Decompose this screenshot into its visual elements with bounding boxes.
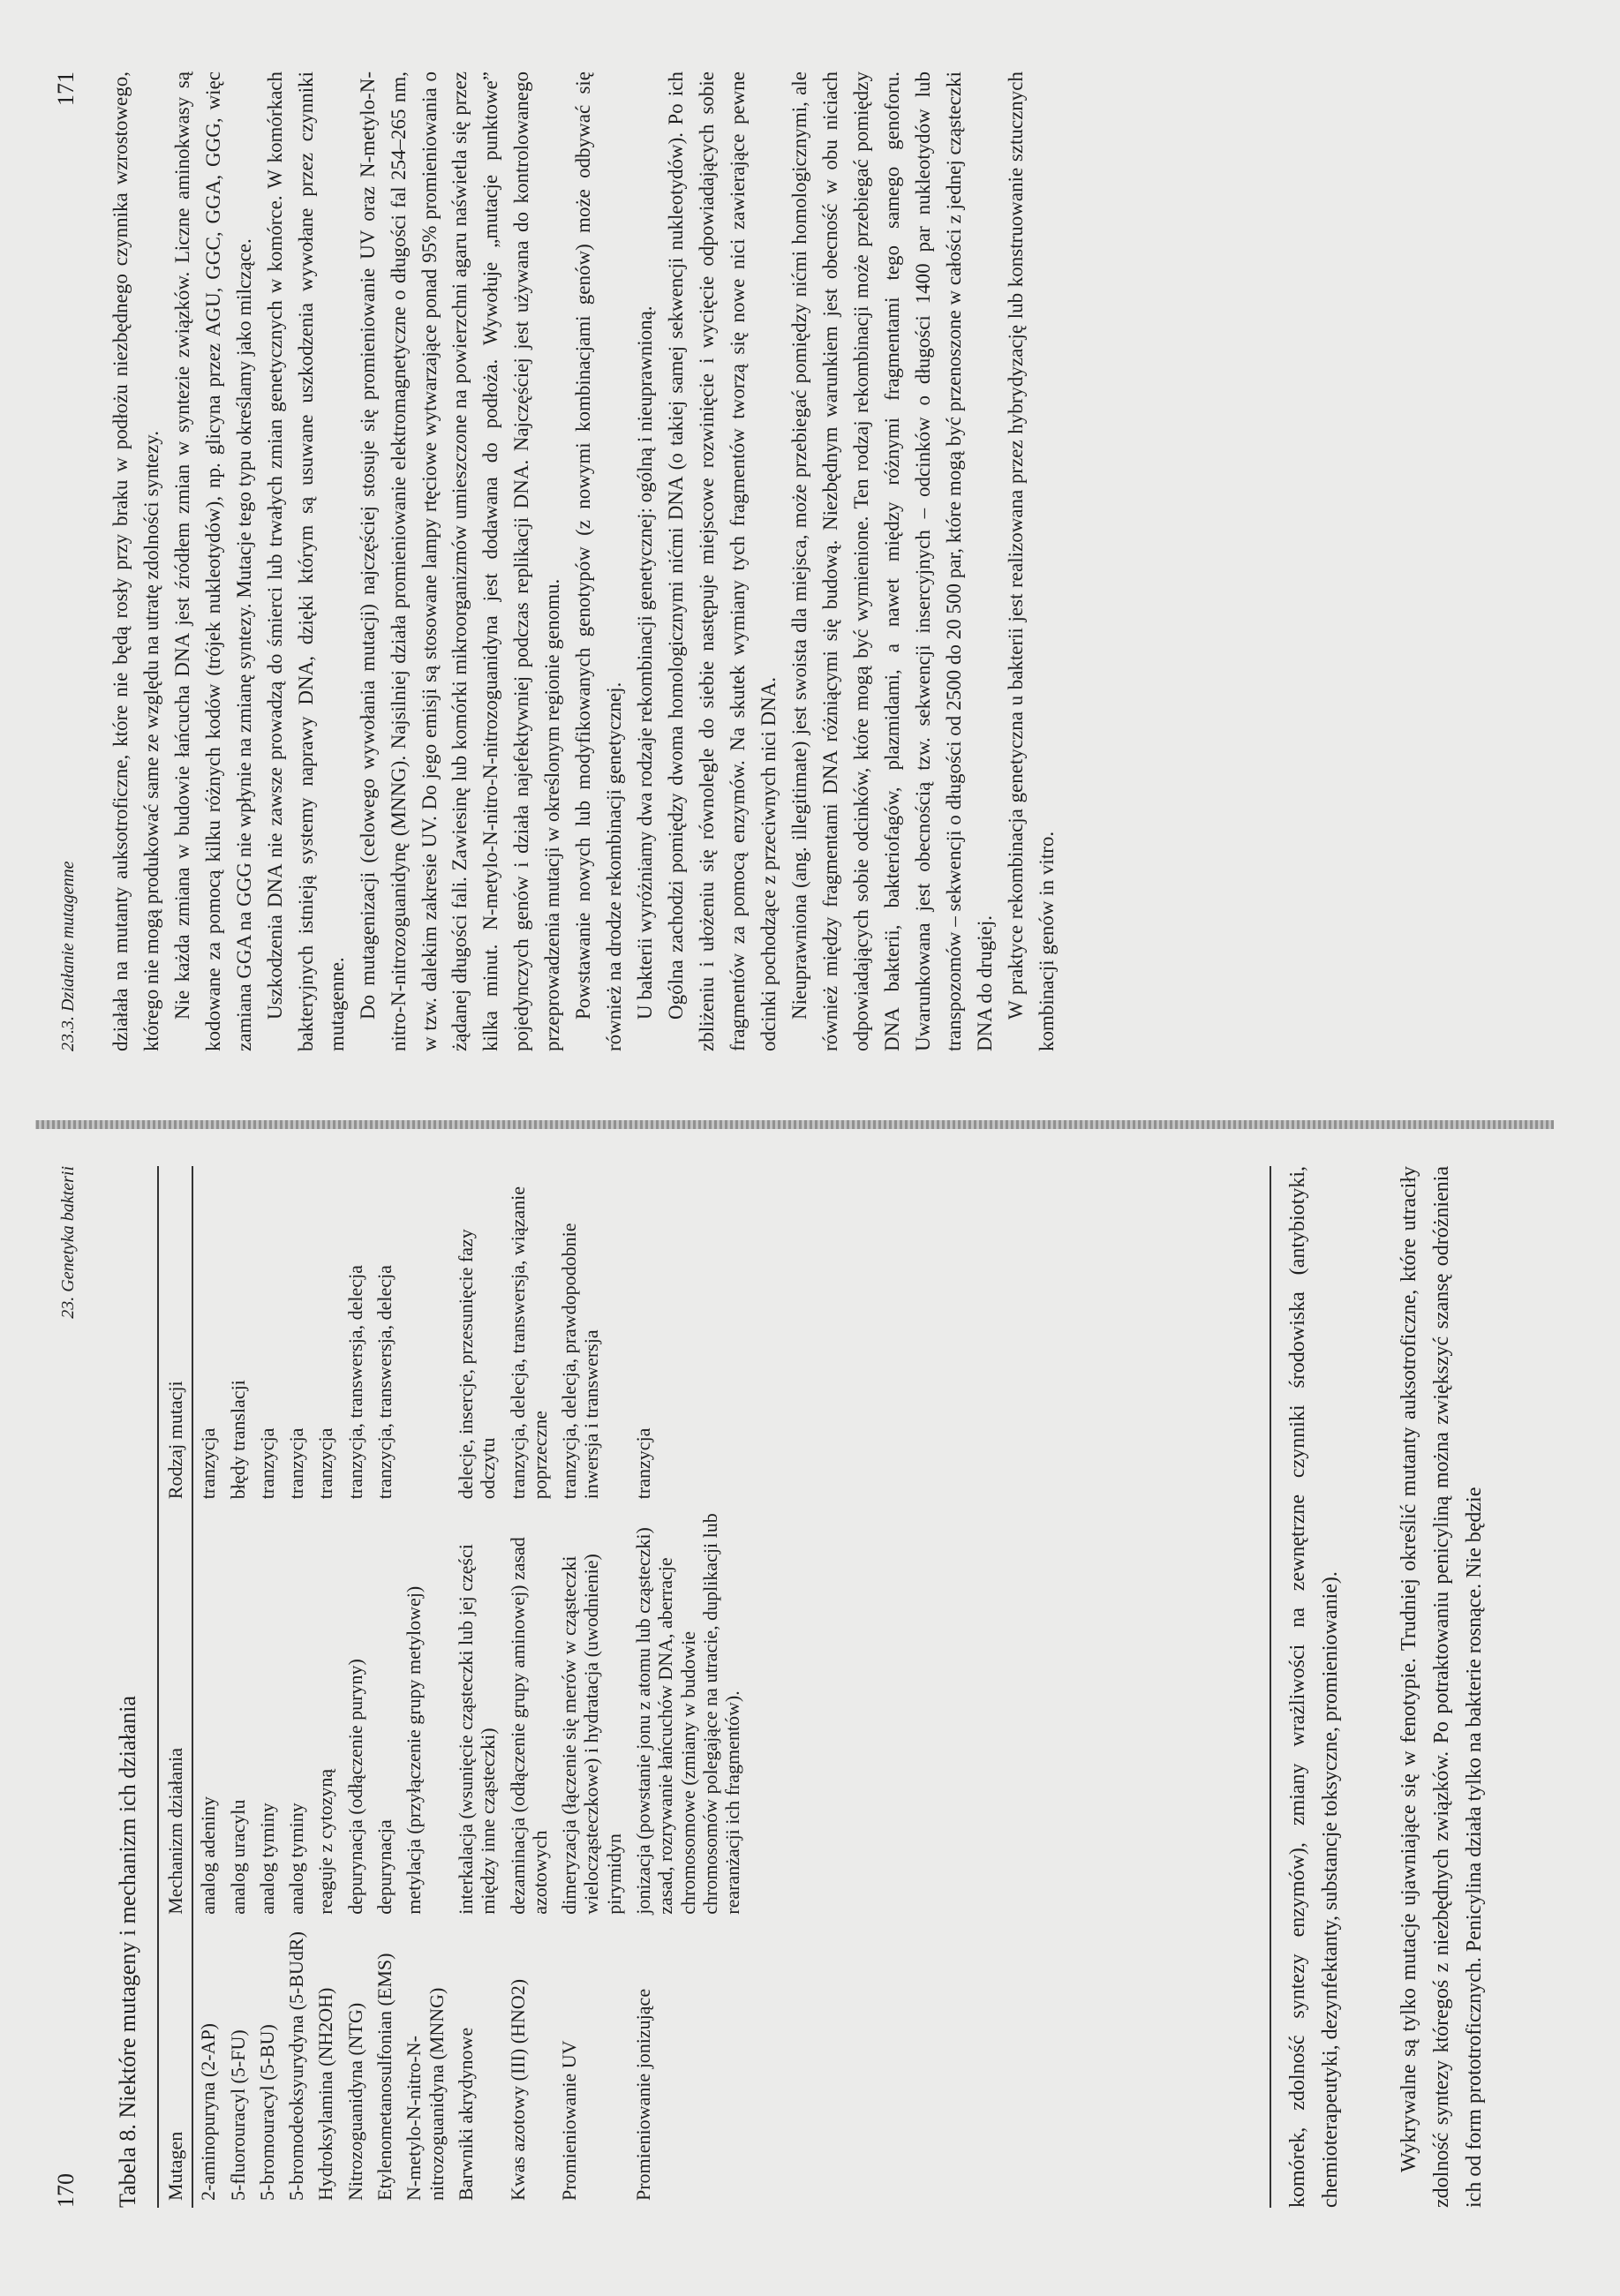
table-cell: tranzycja, delecja, transwersja, wiązanie poprzeczne [506, 1186, 551, 1500]
table-row [252, 1166, 282, 2208]
table-cell: analog tyminy [255, 1803, 278, 1915]
table-cell: tranzycja [255, 1427, 278, 1500]
paragraph: działała na mutanty auksotroficzne, które nie będą rosły przy braku w podłożu niezbędnego czynnika wzrostowego, którego nie mogą produkować same ze względu na utratę zdolności syntezy. [109, 72, 162, 1051]
table-row [629, 1166, 747, 2208]
table-cell: depurynacja [373, 1819, 396, 1915]
paragraph: Powstawanie nowych lub modyfikowanych genotypów (z nowymi kombinacjami genów) może odbywać się również na drodze rekombinacji genetycznej. [572, 72, 626, 1051]
running-head: 23. Genetyka bakterii [58, 1166, 78, 1319]
table-cell: 2-aminopuryna (2-AP) [197, 2022, 220, 2201]
paragraph: Uszkodzenia DNA nie zawsze prowadzą do śmierci lub trwałych zmian genetycznych w komórce. W komórkach bakteryjnych istnieją systemy naprawy DNA, dzięki którym są usuwane uszkodzenia wywołane przez czynniki mutagenne. [263, 72, 348, 1051]
paragraph: Ogólna zachodzi pomiędzy dwoma homologicznymi nićmi DNA (o takiej samej sekwencji nukleotydów). Po ich zbliżeniu i ułożeniu się równolegle do siebie następuje miejscowe rozwinięcie i wycięcie odpowiadających sobie fragmentów za pomocą enzymów. Na skutek wymiany tych fragmentów tworzą się nowe nici zawierające pewne odcinki pochodzące z przeciwnych nici DNA. [665, 72, 780, 1051]
left-page [0, 1131, 1571, 2243]
table-cell: tranzycja [314, 1427, 337, 1500]
table-row [503, 1166, 555, 2208]
table-row [554, 1166, 629, 2208]
table-row [311, 1166, 340, 2208]
paragraph: Do mutagenizacji (celowego wywołania mutacji) najczęściej stosuje się promieniowanie UV oraz N-metylo-N-nitro-N-nitrozoguanidynę (MNNG). Najsilniej działa promieniowanie elektromagnetyczne o długości fal 254–265 nm, w tzw. dalekim zakresie UV. Do jego emisji są stosowane lampy rtęciowe wytwarzające ponad 95% promieniowania o żądanej długości fali. Zawiesinę lub komórki mikroorganizmów umieszczone na powierzchni agaru naświetla się przez kilka minut. N-metylo-N-nitro-N-nitrozoguanidyna jest dodawana do podłoża. Wywołuje „mutacje punktowe” pojedynczych genów i działa najefektywniej podczas replikacji DNA. Najczęściej jest używana do kontrolowanego przeprowadzenia mutacji w określonym regionie genomu. [356, 72, 564, 1051]
paragraph: U bakterii wyróżniamy dwa rodzaje rekombinacji genetycznej: ogólną i nieuprawnioną. [634, 305, 657, 1020]
paragraph: Nie każda zmiana w budowie łańcucha DNA jest źródłem zmian w syntezie związków. Liczne aminokwasy są kodowane za pomocą kilku różnych kodów (trójek nukleotydów), np. glicyna przez AGU, GGC, GGA, GGG, więc zamiana GGA na GGG nie wpłynie na zmianę syntezy. Mutacje tego typu określamy jako milczące. [170, 72, 255, 1051]
table-cell: reaguje z cytozyną [314, 1768, 337, 1915]
table-cell: tranzycja [285, 1427, 308, 1500]
right-page-body [106, 72, 1063, 1051]
table-header: Mechanizm działania [158, 1506, 192, 1922]
table-cell: Barwniki akrydynowe [454, 2027, 477, 2201]
table-row [399, 1166, 451, 2208]
table-cell: tranzycja [632, 1427, 655, 1500]
table-cell: 5-bromodeoksyurydyna (5-BUdR) [285, 1931, 308, 2201]
table-row [282, 1166, 311, 2208]
table-row [370, 1166, 399, 2208]
table-cell: błędy translacji [226, 1380, 249, 1500]
table-cell: jonizacja (powstanie jonu z atomu lub cząsteczki) zasad, rozrywanie łańcuchów DNA, aberracje chromosomowe (zmiany w budowie chromosomów polegające na utracie, duplikacji lub rearanżacji ich fragmentów). [632, 1513, 744, 1915]
table-cell: depurynacja (odłączenie puryny) [343, 1659, 366, 1915]
running-head: 23.3. Działanie mutagenne [58, 861, 78, 1051]
page-number: 171 [53, 72, 79, 106]
table-row [192, 1166, 222, 2208]
table-row [451, 1166, 503, 2208]
table-cell: Hydroksylamina (NH2OH) [314, 1987, 337, 2201]
table-cell: interkalacja (wsunięcie cząsteczki lub jej części między inne cząsteczki) [454, 1544, 500, 1915]
page-number: 170 [53, 2173, 79, 2208]
table-cell: 5-fluorouracyl (5-FU) [226, 2029, 249, 2201]
table-cell: Nitrozoguanidyna (NTG) [343, 2002, 366, 2201]
paragraph: W praktyce rekombinacja genetyczna u bakterii jest realizowana przez hybrydyzację lub konstruowanie sztucznych kombinacji genów in vitro. [1004, 72, 1058, 1051]
table-cell: tranzycja [197, 1427, 220, 1500]
table-cell [399, 1166, 451, 1506]
table-cell: tranzycja, delecja, prawdopodobnie inwersja i transwersja [558, 1223, 603, 1500]
table-row [223, 1166, 252, 2208]
table-cell: metylacja (przyłączenie grupy metylowej) [403, 1585, 426, 1915]
table-cell: tranzycja, transwersja, delecja [373, 1265, 396, 1500]
table-header: Mutagen [158, 1922, 192, 2208]
table-cell: analog tyminy [285, 1803, 308, 1915]
table-cell: Etylenometanosulfonian (EMS) [373, 1953, 396, 2201]
table-row [341, 1166, 370, 2208]
table-cell: 5-bromouracyl (5-BU) [255, 2024, 278, 2201]
table-caption: Tabela 8. Niektóre mutageny i mechanizm ich działania [115, 1695, 140, 2208]
table-cell: analog adeniny [197, 1795, 220, 1915]
table-cell: Promieniowanie jonizujące [632, 1988, 655, 2201]
table-cell: N-metylo-N-nitro-N-nitrozoguanidyna (MNNG) [403, 1987, 448, 2201]
table-cell: dezaminacja (odłączenie grupy aminowej) zasad azotowych [506, 1537, 551, 1915]
paragraph: Wykrywalne są tylko mutacje ujawniające się w fenotypie. Trudniej określić mutanty auksotroficzne, które utraciły zdolność syntezy któregoś z niezbędnych związków. Po potraktowaniu penicyliną można zwiększyć szansę odróżnienia ich od form prototroficznych. Penicylina działa tylko na bakterie rosnące. Nie będzie [1398, 1166, 1487, 2208]
paragraph: komórek, zdolność syntezy enzymów), zmiany wrażliwości na zewnętrzne czynniki środowiska (antybiotyki, chemioterapeutyki, dezynfektanty, substancje toksyczne, promieniowanie). [1286, 1166, 1343, 2208]
mutagen-table [157, 1166, 748, 2208]
table-header: Rodzaj mutacji [158, 1166, 192, 1506]
table-cell: analog uracylu [226, 1799, 249, 1915]
table-bottom-rule [1270, 1166, 1271, 2208]
table-cell: delecje, insercje, przesunięcie fazy odczytu [454, 1229, 500, 1500]
right-page [0, 36, 1571, 1122]
paragraph: Nieuprawniona (ang. illegitimate) jest swoista dla miejsca, może przebiegać pomiędzy nićmi homologicznymi, ale również między fragmentami DNA różniącymi się budową. Niezbędnym warunkiem jest obecność w obu niciach odpowiadających sobie odcinków, które mogą być wymienione. Ten rodzaj rekombinacji może przebiegać pomiędzy DNA bakterii, bakteriofagów, plazmidami, a nawet między różnymi fragmentami tego samego genoforu. Uwarunkowana jest obecnością tzw. sekwencji insercyjnych – odcinków o długości 1400 par nukleotydów lub transpozomów – sekwencji o długości od 2500 do 20 500 par, które mogą być przenoszone w całości z jednej cząsteczki DNA do drugiej. [787, 72, 996, 1051]
table-cell: Kwas azotowy (III) (HNO2) [506, 1978, 529, 2201]
table-cell: Promieniowanie UV [558, 2040, 581, 2201]
table-cell: tranzycja, transwersja, delecja [343, 1265, 366, 1500]
table-cell: dimeryzacja (łączenie się merów w cząsteczki wielocząsteczkowe) i hydratacja (uwodnienie) pirymidyn [558, 1554, 625, 1915]
